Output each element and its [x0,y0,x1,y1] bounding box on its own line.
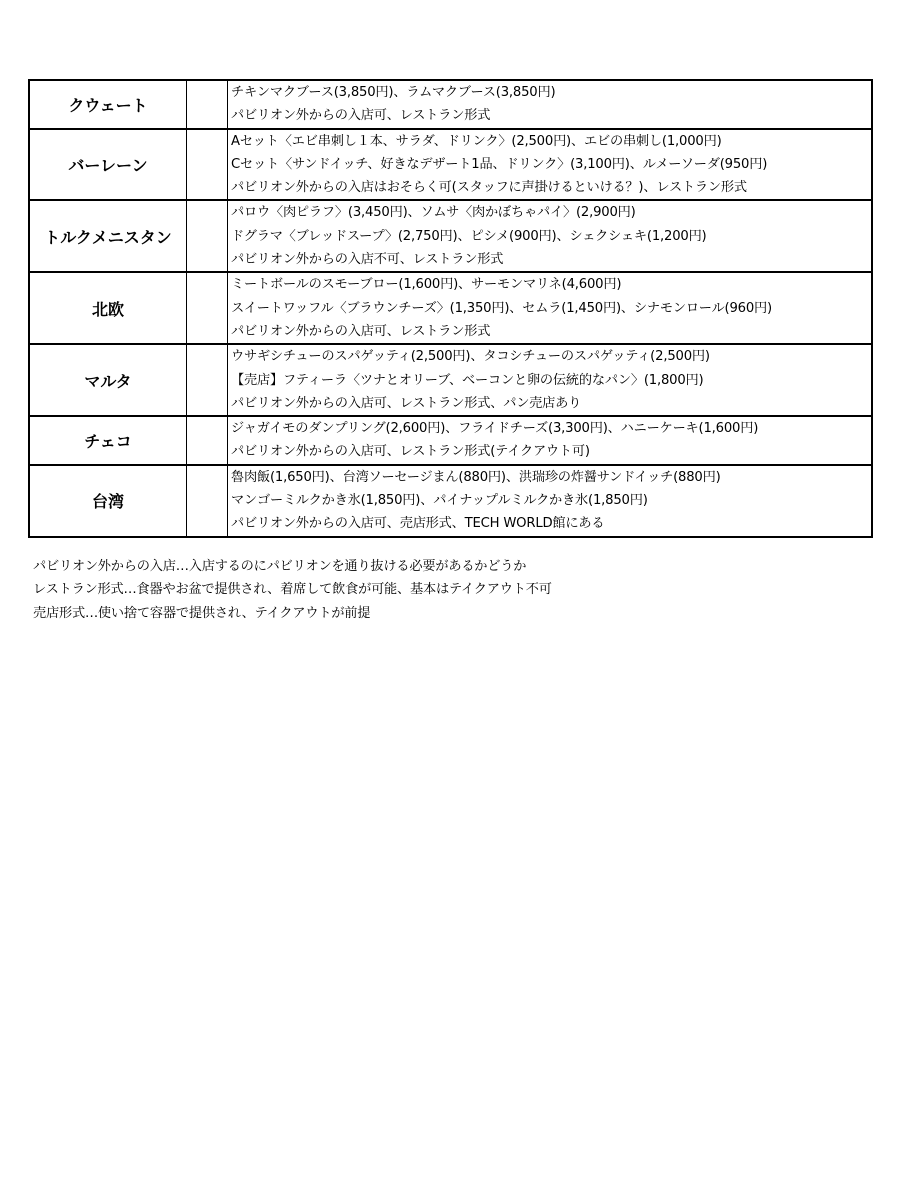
country-name: マルタ [29,344,187,416]
menu-line: ミートボールのスモーブロー(1,600円)、サーモンマリネ(4,600円) [231,277,622,293]
menu-details [228,129,873,201]
menu-details [228,465,873,537]
table-row [29,465,872,537]
note-pavilion-entry: パビリオン外からの入店…入店するのにパビリオンを通り抜ける必要があるかどうか [33,559,527,574]
empty-cell [187,129,228,201]
note-kiosk-style: 売店形式…使い捨て容器で提供され、テイクアウトが前提 [33,605,371,621]
menu-line: ウサギシチューのスパゲッティ(2,500円)、タコシチューのスパゲッティ(2,500円) [231,349,710,365]
empty-cell [187,416,228,465]
menu-line: 【売店】フティーラ〈ツナとオリーブ、ベーコンと卵の伝統的なパン〉(1,800円) [231,372,704,388]
menu-line: Aセット〈エビ串刺し１本、サラダ、ドリンク〉(2,500円)、エビの串刺し(1,000円) [231,133,722,149]
table-row [29,129,872,201]
menu-line: スイートワッフル〈ブラウンチーズ〉(1,350円)、セムラ(1,450円)、シナモンロール(960円) [231,300,772,316]
menu-line: マンゴーミルクかき氷(1,850円)、パイナップルミルクかき氷(1,850円) [231,493,648,509]
table-row [29,272,872,344]
menu-details [228,416,873,465]
country-name: チェコ [29,416,187,465]
empty-cell [187,465,228,537]
table-row [29,80,872,129]
notes-section [33,555,873,625]
empty-cell [187,344,228,416]
menu-line: パビリオン外からの入店はおそらく可(スタッフに声掛けるといける？)、レストラン形式 [231,180,747,196]
menu-details [228,272,873,344]
menu-details [228,200,873,272]
table-row [29,344,872,416]
country-name: クウェート [29,80,187,129]
menu-details [228,80,873,129]
menu-line: ドグラマ〈ブレッドスープ〉(2,750円)、ピシメ(900円)、シェクシェキ(1,200円) [231,228,707,244]
menu-line: パロウ〈肉ピラフ〉(3,450円)、ソムサ〈肉かぼちゃパイ〉(2,900円) [231,205,636,221]
menu-line: チキンマクブース(3,850円)、ラムマクブース(3,850円) [231,85,556,100]
menu-line: Cセット〈サンドイッチ、好きなデザート1品、ドリンク〉(3,100円)、ルメーソーダ(950円) [231,156,768,172]
menu-line: パビリオン外からの入店可、レストラン形式(テイクアウト可) [231,444,590,460]
table-row [29,200,872,272]
country-name: 台湾 [29,465,187,537]
menu-line: パビリオン外からの入店可、レストラン形式 [231,323,491,339]
menu-line: パビリオン外からの入店可、レストラン形式、パン売店あり [231,395,582,411]
menu-line: パビリオン外からの入店可、レストラン形式 [231,108,491,124]
country-name: トルクメニスタン [29,200,187,272]
empty-cell [187,272,228,344]
table-row [29,416,872,465]
empty-cell [187,80,228,129]
menu-line: 魯肉飯(1,650円)、台湾ソーセージまん(880円)、洪瑞珍の炸醤サンドイッチ(880円) [231,469,721,485]
pavilion-menu-table [28,79,873,538]
menu-line: パビリオン外からの入店可、売店形式、TECH WORLD館にある [231,516,605,532]
menu-line: ジャガイモのダンプリング(2,600円)、フライドチーズ(3,300円)、ハニーケーキ(1,600円) [231,421,759,437]
note-restaurant-style: レストラン形式…食器やお盆で提供され、着席して飲食が可能、基本はテイクアウト不可 [33,582,552,598]
country-name: バーレーン [29,129,187,201]
country-name: 北欧 [29,272,187,344]
empty-cell [187,200,228,272]
menu-details [228,344,873,416]
menu-line: パビリオン外からの入店不可、レストラン形式 [231,252,504,268]
